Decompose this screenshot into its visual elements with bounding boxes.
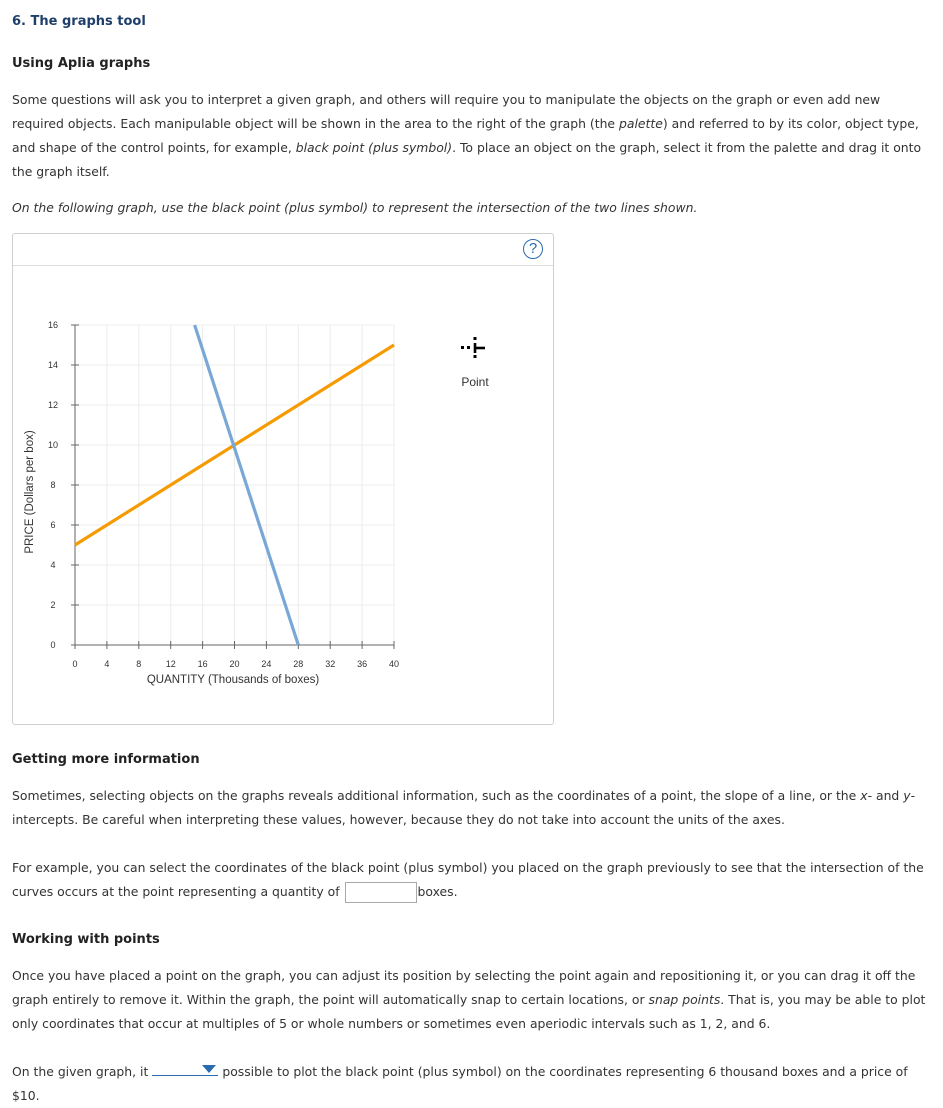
grid-lines <box>75 325 394 645</box>
graph-canvas[interactable] <box>13 234 553 724</box>
x-axis-label: QUANTITY (Thousands of boxes) <box>146 674 320 686</box>
plot-possibility-question <box>12 1060 930 1108</box>
points-text-2: . That is, you may be able to plot only coordinates that occur at multiples of 5 or whole numbers or sometimes even aperiodic intervals such as 1, 2, and 6. <box>12 992 926 1031</box>
y-tick-label: 2 <box>50 600 56 610</box>
intro-example-term: black point (plus symbol) <box>295 140 453 155</box>
palette-point-label: Point <box>461 375 489 389</box>
quantity-question <box>12 856 930 904</box>
plus-point-icon[interactable] <box>461 337 485 358</box>
possibility-dropdown[interactable] <box>152 1060 218 1076</box>
intro-text-2: ) and referred to by its color, object type, and shape of the control points, for example, <box>12 116 919 155</box>
x-tick-label: 32 <box>325 659 336 669</box>
graph-instruction: On the following graph, use the black point (plus symbol) to represent the intersection of the two lines shown. <box>12 200 698 215</box>
plot-question-text-1: On the given graph, it <box>12 1064 149 1079</box>
plot-question-text-2: possible to plot the black point (plus symbol) on the coordinates representing 6 thousand boxes and a price of $10. <box>12 1064 908 1103</box>
chevron-down-icon <box>202 1065 216 1073</box>
heading-using-aplia-graphs: Using Aplia graphs <box>12 56 151 71</box>
intro-text-3: . To place an object on the graph, select it from the palette and drag it onto the graph itself. <box>12 140 922 179</box>
x-variable: x <box>860 788 868 803</box>
y-tick-label: 6 <box>50 520 56 530</box>
points-paragraph <box>12 964 930 1036</box>
help-icon[interactable]: ? <box>523 239 543 259</box>
y-tick-label: 4 <box>50 560 56 570</box>
x-tick-label: 40 <box>388 659 400 669</box>
intro-paragraph <box>12 88 930 184</box>
x-tick-label: 20 <box>229 659 240 669</box>
x-tick-label: 36 <box>357 659 368 669</box>
more-info-text-1: Sometimes, selecting objects on the graphs reveals additional information, such as the coordinates of a point, the slope of a line, or the <box>12 788 861 803</box>
quantity-question-text: For example, you can select the coordinates of the black point (plus symbol) you placed on the graph previously to see that the intersection of the curves occurs at the point representing a quantity of <box>12 860 924 899</box>
snap-points-term: snap points <box>648 992 721 1007</box>
intro-text-1: Some questions will ask you to interpret a given graph, and others will require you to manipulate the objects on the graph or even add new required objects. Each manipulable object will be shown in the area to the right of the graph (the <box>12 92 881 131</box>
heading-working-with-points: Working with points <box>12 932 160 947</box>
y-tick-label: 14 <box>47 360 59 370</box>
heading-getting-more-information: Getting more information <box>12 752 200 767</box>
y-tick-label: 10 <box>47 440 59 450</box>
y-tick-label: 8 <box>50 480 56 490</box>
more-info-paragraph <box>12 784 930 832</box>
ticks <box>48 320 399 669</box>
quantity-units-text: boxes. <box>417 884 458 899</box>
y-tick-label: 12 <box>47 400 59 410</box>
x-tick-label: 0 <box>72 659 78 669</box>
x-tick-label: 16 <box>197 659 208 669</box>
y-tick-label: 16 <box>47 320 59 330</box>
x-tick-label: 24 <box>261 659 272 669</box>
x-tick-label: 12 <box>165 659 176 669</box>
quantity-answer-input[interactable] <box>345 882 417 903</box>
more-info-text-2: - and <box>867 788 904 803</box>
y-axis-label: PRICE (Dollars per box) <box>24 430 36 554</box>
section-title: 6. The graphs tool <box>12 14 146 29</box>
x-tick-label: 8 <box>136 659 142 669</box>
intro-palette-term: palette <box>619 116 663 131</box>
graph-panel <box>12 233 554 725</box>
palette-point-tool[interactable] <box>461 337 485 358</box>
more-info-text-3: -intercepts. Be careful when interpreting these values, however, because they do not take into account the units of the axes. <box>12 788 916 827</box>
x-tick-label: 4 <box>104 659 110 669</box>
points-text-1: Once you have placed a point on the graph, you can adjust its position by selecting the point again and repositioning it, or you can drag it off the graph entirely to remove it. Within the graph, the point will automatically snap to certain locations, or <box>12 968 916 1007</box>
y-variable: y <box>903 788 911 803</box>
y-tick-label: 0 <box>50 640 56 650</box>
x-tick-label: 28 <box>293 659 304 669</box>
